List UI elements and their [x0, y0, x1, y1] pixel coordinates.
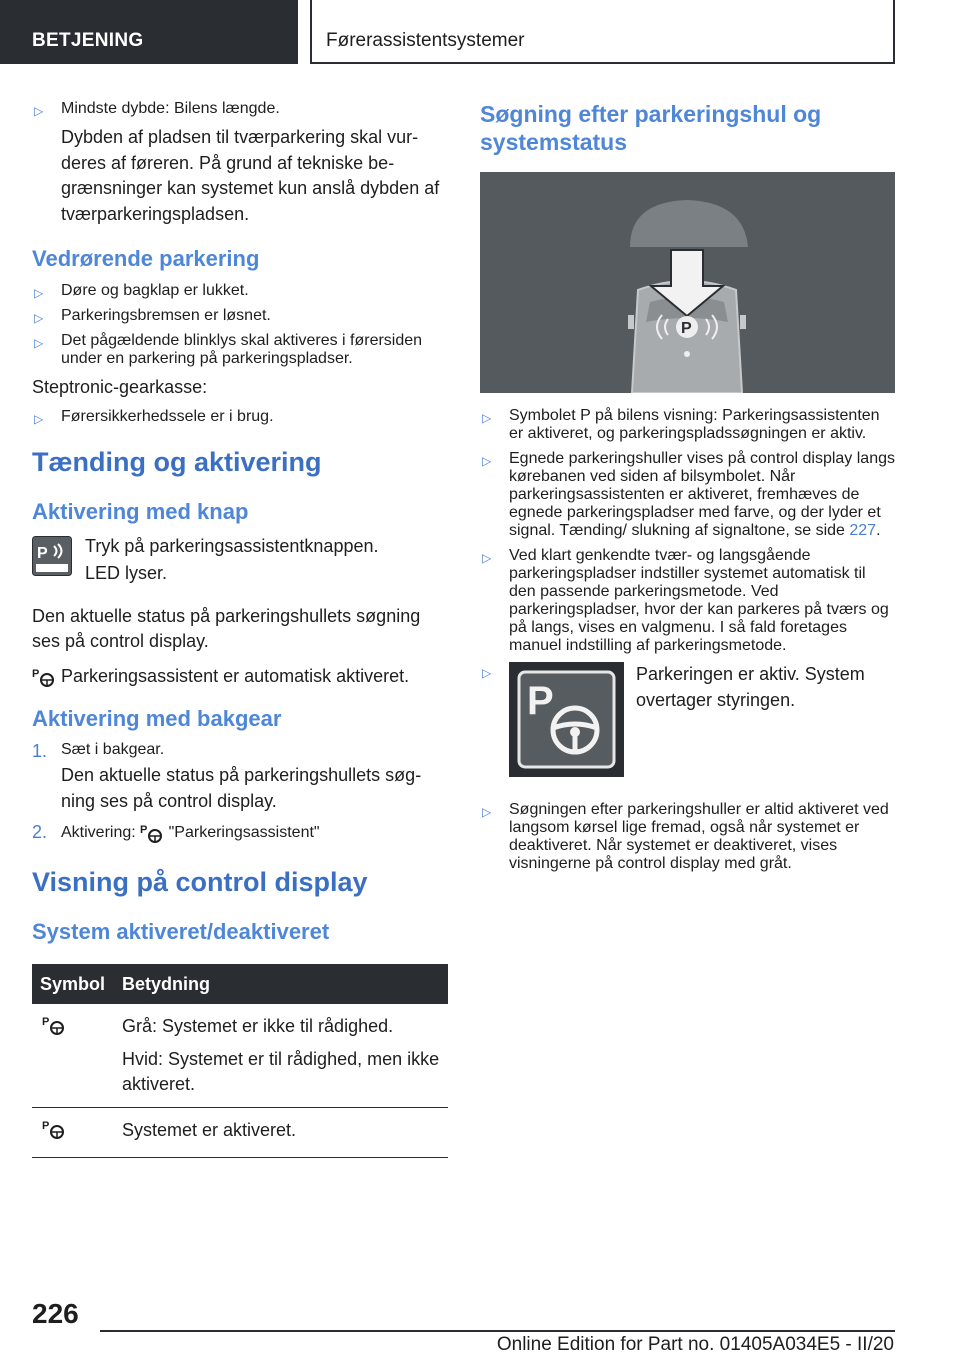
right-column [480, 100, 895, 880]
svg-text:P: P [32, 667, 40, 680]
svg-text:P: P [42, 1016, 50, 1028]
heading-search-status: Søgning efter parkeringshul og systemstatus [480, 101, 822, 155]
svg-text:P: P [140, 824, 148, 836]
table-header-symbol: Symbol [32, 964, 114, 1004]
svg-text:P: P [37, 544, 48, 562]
heading-reverse-activation: Aktivering med bakgear [32, 706, 282, 731]
bullet-triangle-icon: ▷ [34, 286, 44, 300]
heading-ignition: Tænding og aktivering [32, 446, 322, 477]
park-assist-button-icon [32, 536, 72, 576]
heading-display: Visning på control display [32, 867, 368, 897]
bullet-triangle-icon: ▷ [482, 805, 492, 819]
heading-system-status: System aktiveret/deaktiveret [32, 919, 330, 944]
table-header-meaning: Betydning [114, 964, 448, 1004]
bullet-triangle-icon: ▷ [34, 336, 44, 350]
park-assist-active-icon [40, 1118, 68, 1140]
bullet-triangle-icon: ▷ [482, 551, 492, 565]
chapter-tab [310, 0, 895, 64]
paragraph-auto: P Parkeringsassistent er automatisk aktiveret. [32, 664, 448, 690]
chapter-title: Førerassistentsystemer [326, 30, 525, 51]
left-column [32, 100, 448, 1158]
park-assist-grey-icon [40, 1014, 68, 1036]
list-item: ▷ Døre og bagklap er lukket. [34, 282, 249, 300]
heading-button-activation: Aktivering med knap [32, 498, 249, 524]
button-instruction: P Tryk på parkeringsassistentknappen. LED lyser. [32, 534, 448, 590]
park-assist-icon [32, 666, 56, 688]
parking-active-steering-icon [509, 662, 624, 777]
svg-text:P: P [681, 320, 692, 337]
list-item: ▷ Ved klart genkendte tvær- og langsgående parkeringspladser indstiller systemet automatisk til den passende parkeringsmetode. Ved parkeringspladser, hvor der kan parkeres på tværs og på langs, vises en valgmenu. I så fald foretages manuel indstilling af parkeringsmetode. [482, 547, 889, 654]
car-top-view-illustration [480, 172, 895, 393]
footer-divider [100, 1330, 895, 1332]
table-row: P Systemet er aktiveret. [32, 1108, 448, 1158]
bullet-triangle-icon: ▷ [482, 666, 492, 680]
list-item: 1. Sæt i bakgear. [32, 741, 165, 761]
list-item: ▷ P Parkeringen er aktiv. System overtager styringen. [480, 662, 895, 794]
section-tab [0, 0, 298, 64]
list-item: ▷ Søgningen efter parkeringshuller er altid aktiveret ved langsom kørsel lige fremad, også når systemet er deaktiveret. Når systemet er deaktiveret, vises visningerne på control display med gråt. [482, 801, 889, 872]
list-item: 2. Aktivering: P "Parkeringsassistent" [32, 822, 320, 842]
bullet-triangle-icon: ▷ [34, 104, 44, 118]
list-item: ▷ Symbolet P på bilens visning: Parkeringsassistenten er aktiveret, og parkeringspladssøgningen er aktiv. [482, 407, 880, 442]
symbol-table [32, 964, 448, 1158]
heading-parking: Vedrørende parkering [32, 246, 260, 271]
svg-text:P: P [527, 679, 554, 723]
list-item: ▷ Mindste dybde: Bilens længde. [34, 100, 280, 118]
car-display-figure [480, 172, 895, 393]
svg-text:P: P [42, 1120, 50, 1132]
bullet-triangle-icon: ▷ [482, 411, 492, 425]
list-item: ▷ Parkeringsbremsen er løsnet. [34, 307, 271, 325]
list-item: ▷ Førersikkerhedssele er i brug. [34, 407, 274, 426]
page-number: 226 [32, 1298, 79, 1329]
bullet-triangle-icon: ▷ [34, 411, 44, 426]
table-row: P Grå: Systemet er ikke til rådighed. Hvid: Systemet er til rådighed, men ikke aktiveret. [32, 1004, 448, 1108]
page-link[interactable]: 227 [849, 522, 877, 539]
list-item: ▷ Det pågældende blinklys skal aktiveres i førersiden under en parkering på parkeringspladser. [34, 332, 423, 367]
paragraph: Steptronic-gearkasse: [32, 377, 208, 397]
bullet-triangle-icon: ▷ [34, 311, 44, 325]
paragraph: Den aktuelle status på parkeringshullets søgning ses på control display. [32, 605, 421, 651]
bullet-triangle-icon: ▷ [482, 454, 492, 468]
list-item: ▷ Egnede parkeringshuller vises på control display langs kørebanen ved siden af bilsymbolet. Når parkeringsassistenten er aktiveret, fremhæves de egnede parkeringspladser med farve, og der lyder et signal. Tænding/ slukning af signaltone, se side 227. [482, 450, 895, 539]
paragraph: Dybden af pladsen til tværparkering skal vurderes af føreren. På grund af tekniske begrænsninger kan systemet kun anslå dybden af tværparkeringspladsen. [61, 127, 440, 224]
section-title: BETJENING [32, 30, 144, 51]
edition-note: Online Edition for Part no. 01405A034E5 - II/20 [496, 1334, 894, 1355]
paragraph: Den aktuelle status på parkeringshullets søgning ses på control display. [61, 765, 422, 811]
park-assist-icon [140, 822, 164, 844]
